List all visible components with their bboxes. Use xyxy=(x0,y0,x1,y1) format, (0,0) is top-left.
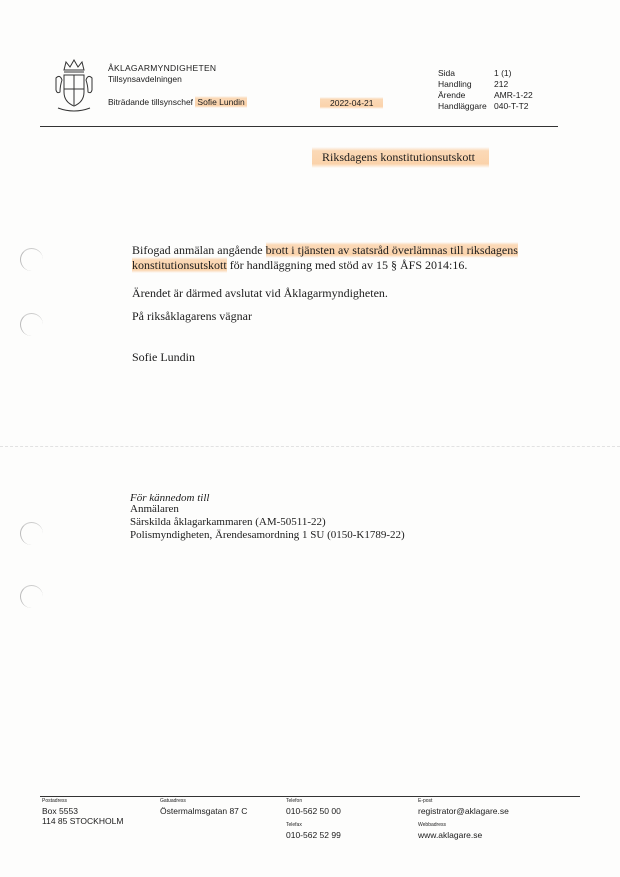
cc-item: Anmälaren xyxy=(130,503,179,515)
closing-paragraph: Ärendet är därmed avslutat vid Åklagarmyndigheten. xyxy=(132,286,388,300)
recipient: Riksdagens konstitutionsutskott xyxy=(312,147,489,168)
meta-key: Handläggare xyxy=(438,101,487,111)
sender-name: Sofie Lundin xyxy=(197,97,245,107)
postal-line: 114 85 STOCKHOLM xyxy=(42,816,124,826)
signer-name: Sofie Lundin xyxy=(132,350,195,364)
footer-phone xyxy=(286,798,341,840)
cc-list xyxy=(130,503,405,542)
meta-row xyxy=(438,79,533,90)
fold-line xyxy=(0,446,620,448)
on-behalf-line: På riksåklagarens vägnar xyxy=(132,309,252,323)
footer-contact xyxy=(418,798,509,840)
footer-label: Telefax xyxy=(286,822,302,828)
meta-value: 040-T-T2 xyxy=(494,101,529,111)
fax-number: 010-562 52 99 xyxy=(286,830,341,840)
highlighted-text: konstitutionsutskott xyxy=(132,258,227,272)
crest-logo-icon xyxy=(52,58,96,114)
footer-postal xyxy=(42,798,123,826)
punch-hole-mark xyxy=(20,313,43,336)
meta-row xyxy=(438,90,533,101)
meta-value: 1 (1) xyxy=(494,68,512,78)
document-date: 2022-04-21 xyxy=(320,97,383,109)
street-address: Östermalmsgatan 87 C xyxy=(160,806,248,816)
highlighted-text: brott i tjänsten av statsråd överlämnas till riksdagens xyxy=(265,243,518,257)
meta-value: 212 xyxy=(494,79,509,89)
punch-hole-mark xyxy=(20,585,43,608)
footer-label: Telefon xyxy=(286,798,303,804)
sender-line xyxy=(108,97,247,107)
body-paragraph xyxy=(132,243,542,273)
footer-divider xyxy=(40,796,580,797)
postal-line: Box 5553 xyxy=(42,806,78,816)
email-address[interactable]: registrator@aklagare.se xyxy=(418,806,509,816)
meta-key: Ärende xyxy=(438,90,466,100)
punch-hole-mark xyxy=(20,248,43,271)
body-text: Bifogad anmälan angående xyxy=(132,243,266,257)
body-text: för handläggning med stöd av 15 § ÅFS 2014:16. xyxy=(226,258,468,272)
agency-name: ÅKLAGARMYNDIGHETEN xyxy=(108,63,217,73)
meta-value: AMR-1-22 xyxy=(494,90,533,100)
footer-label: Postadress xyxy=(42,798,68,804)
document-meta xyxy=(438,68,533,112)
sender-role: Biträdande tillsynschef xyxy=(108,97,194,107)
meta-key: Handling xyxy=(438,79,472,89)
cc-item: Polismyndigheten, Ärendesamordning 1 SU (0150-K1789-22) xyxy=(130,529,405,541)
meta-row xyxy=(438,68,533,79)
footer-label: Webbadress xyxy=(418,822,446,828)
cc-item: Särskilda åklagarkammaren (AM-50511-22) xyxy=(130,516,326,528)
meta-row xyxy=(438,101,533,112)
cc-title: För kännedom till xyxy=(130,492,210,504)
footer-label: Gatuadress xyxy=(160,798,186,804)
department-name: Tillsynsavdelningen xyxy=(108,74,182,84)
meta-key: Sida xyxy=(438,68,456,78)
punch-hole-mark xyxy=(20,522,43,545)
website-address[interactable]: www.aklagare.se xyxy=(418,830,483,840)
footer-street xyxy=(160,798,247,816)
phone-number: 010-562 50 00 xyxy=(286,806,341,816)
header-divider xyxy=(40,126,558,127)
footer-label: E-post xyxy=(418,798,433,804)
